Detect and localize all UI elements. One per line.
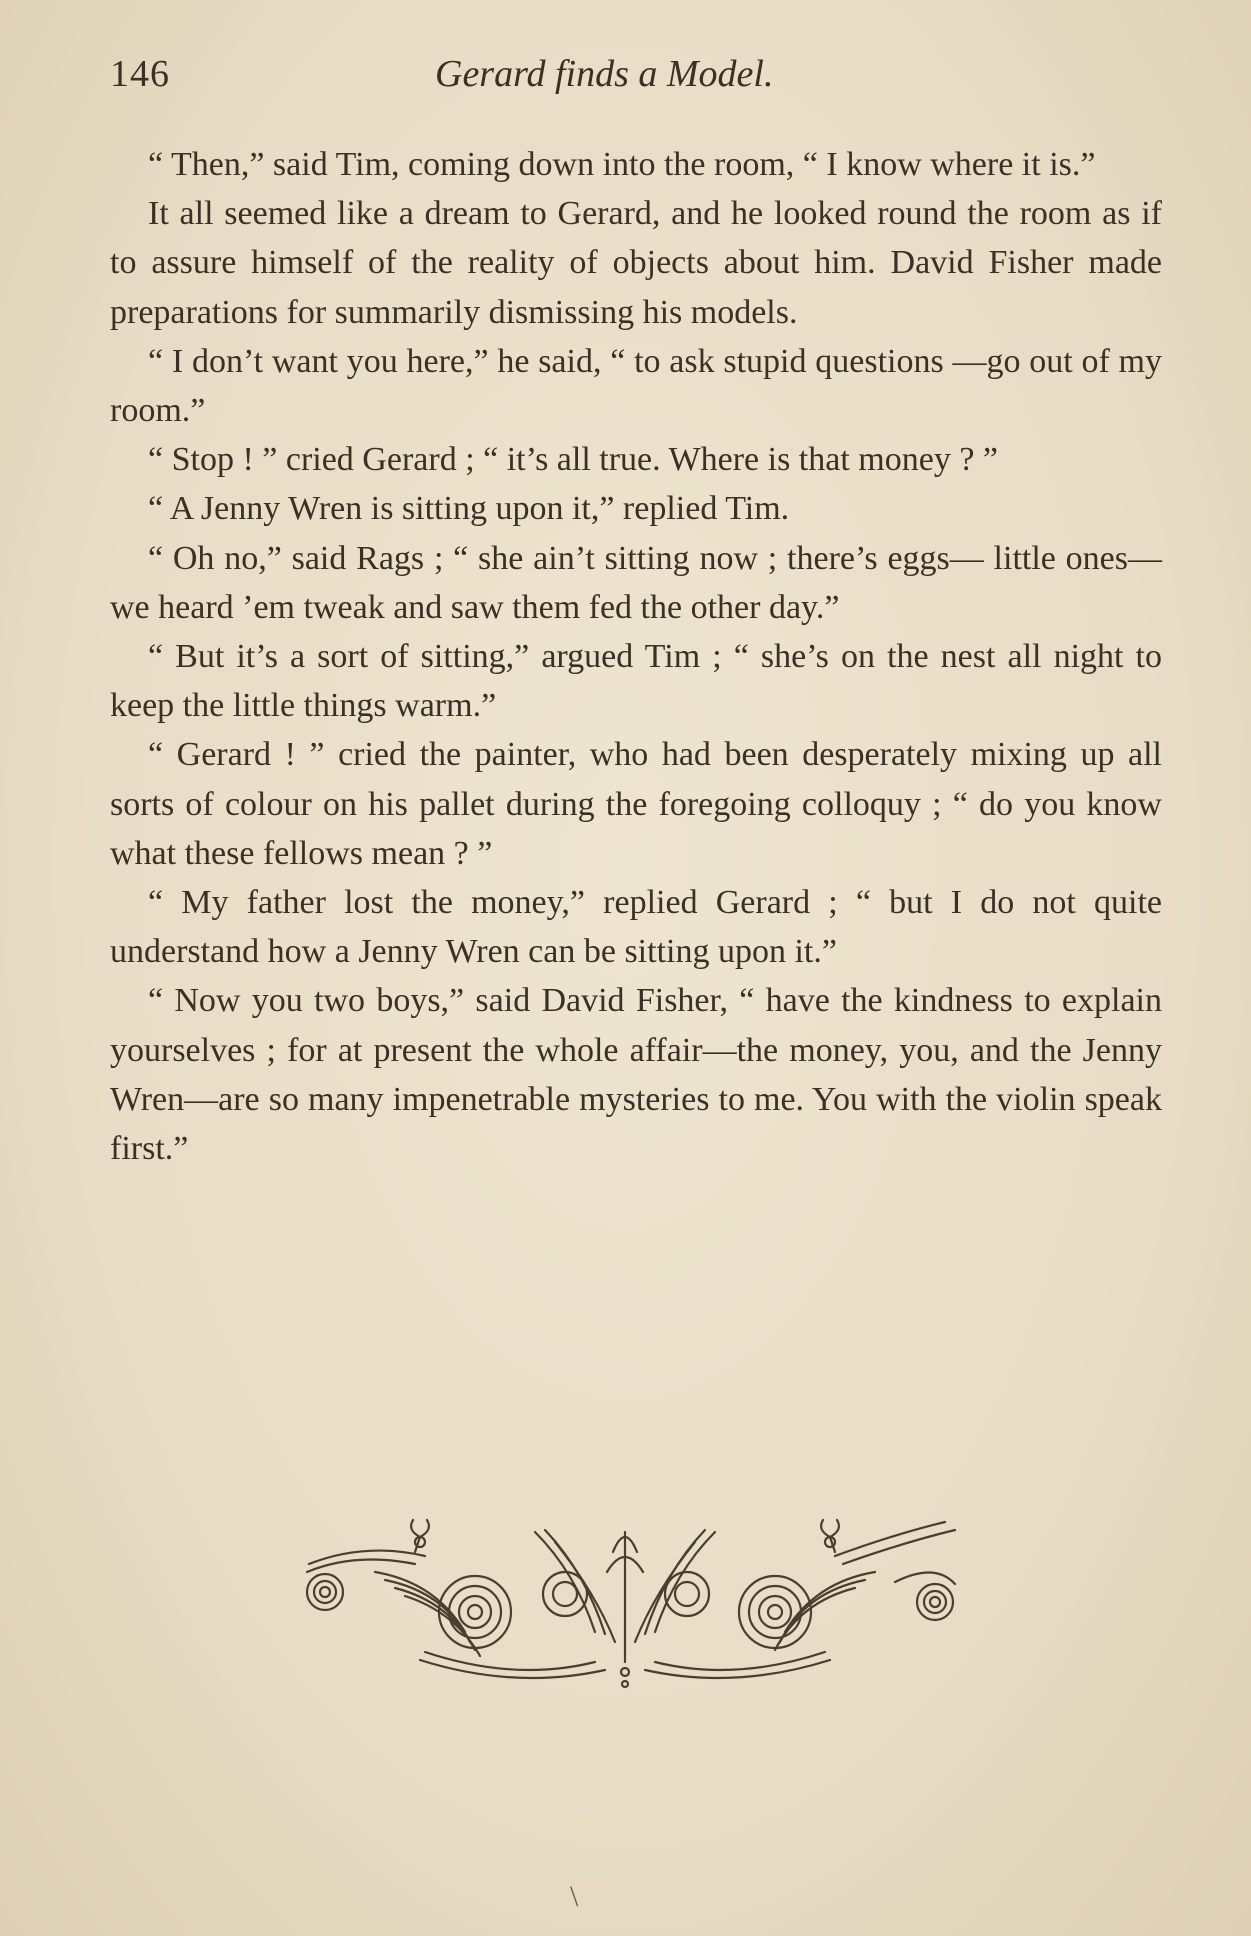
- page-number: 146: [110, 53, 170, 95]
- running-head: Gerard finds a Model.: [435, 53, 774, 95]
- stray-mark: \: [570, 1880, 579, 1913]
- page-header: [110, 52, 1170, 102]
- paragraph: “ But it’s a sort of sitting,” argued Tim ; “ she’s on the nest all night to keep the little things warm.”: [110, 638, 1162, 725]
- paragraph: “ Oh no,” said Rags ; “ she ain’t sitting now ; there’s eggs— little ones—we heard ’em tweak and saw them fed the other day.”: [110, 539, 1162, 626]
- scrollwork-tailpiece-icon: [295, 1512, 975, 1692]
- paragraph: “ My father lost the money,” replied Gerard ; “ but I do not quite understand how a Jenny Wren can be sitting upon it.”: [110, 884, 1162, 971]
- body-text: [110, 140, 1162, 1173]
- paragraph: “ Gerard ! ” cried the painter, who had been desperately mixing up all sorts of colour on his pallet during the foregoing colloquy ; “ do you know what these fellows mean ? ”: [110, 736, 1162, 872]
- paragraph: “ Then,” said Tim, coming down into the room, “ I know where it is.”: [148, 146, 1096, 183]
- paragraph: It all seemed like a dream to Gerard, and he looked round the room as if to assure himself of the reality of objects about him. David Fisher made preparations for summarily dismissing his models.: [110, 195, 1162, 331]
- paragraph: “ I don’t want you here,” he said, “ to ask stupid questions —go out of my room.”: [110, 342, 1162, 430]
- paragraph: “ A Jenny Wren is sitting upon it,” replied Tim.: [148, 490, 790, 528]
- paragraph: “ Stop ! ” cried Gerard ; “ it’s all true. Where is that money ? ”: [148, 441, 998, 479]
- paragraph: “ Now you two boys,” said David Fisher, “ have the kindness to explain yourselves ; for at present the whole affair—the money, you, and the Jenny Wren—are so many impenetrable mysteries to me. You with the violin speak first.”: [110, 982, 1162, 1168]
